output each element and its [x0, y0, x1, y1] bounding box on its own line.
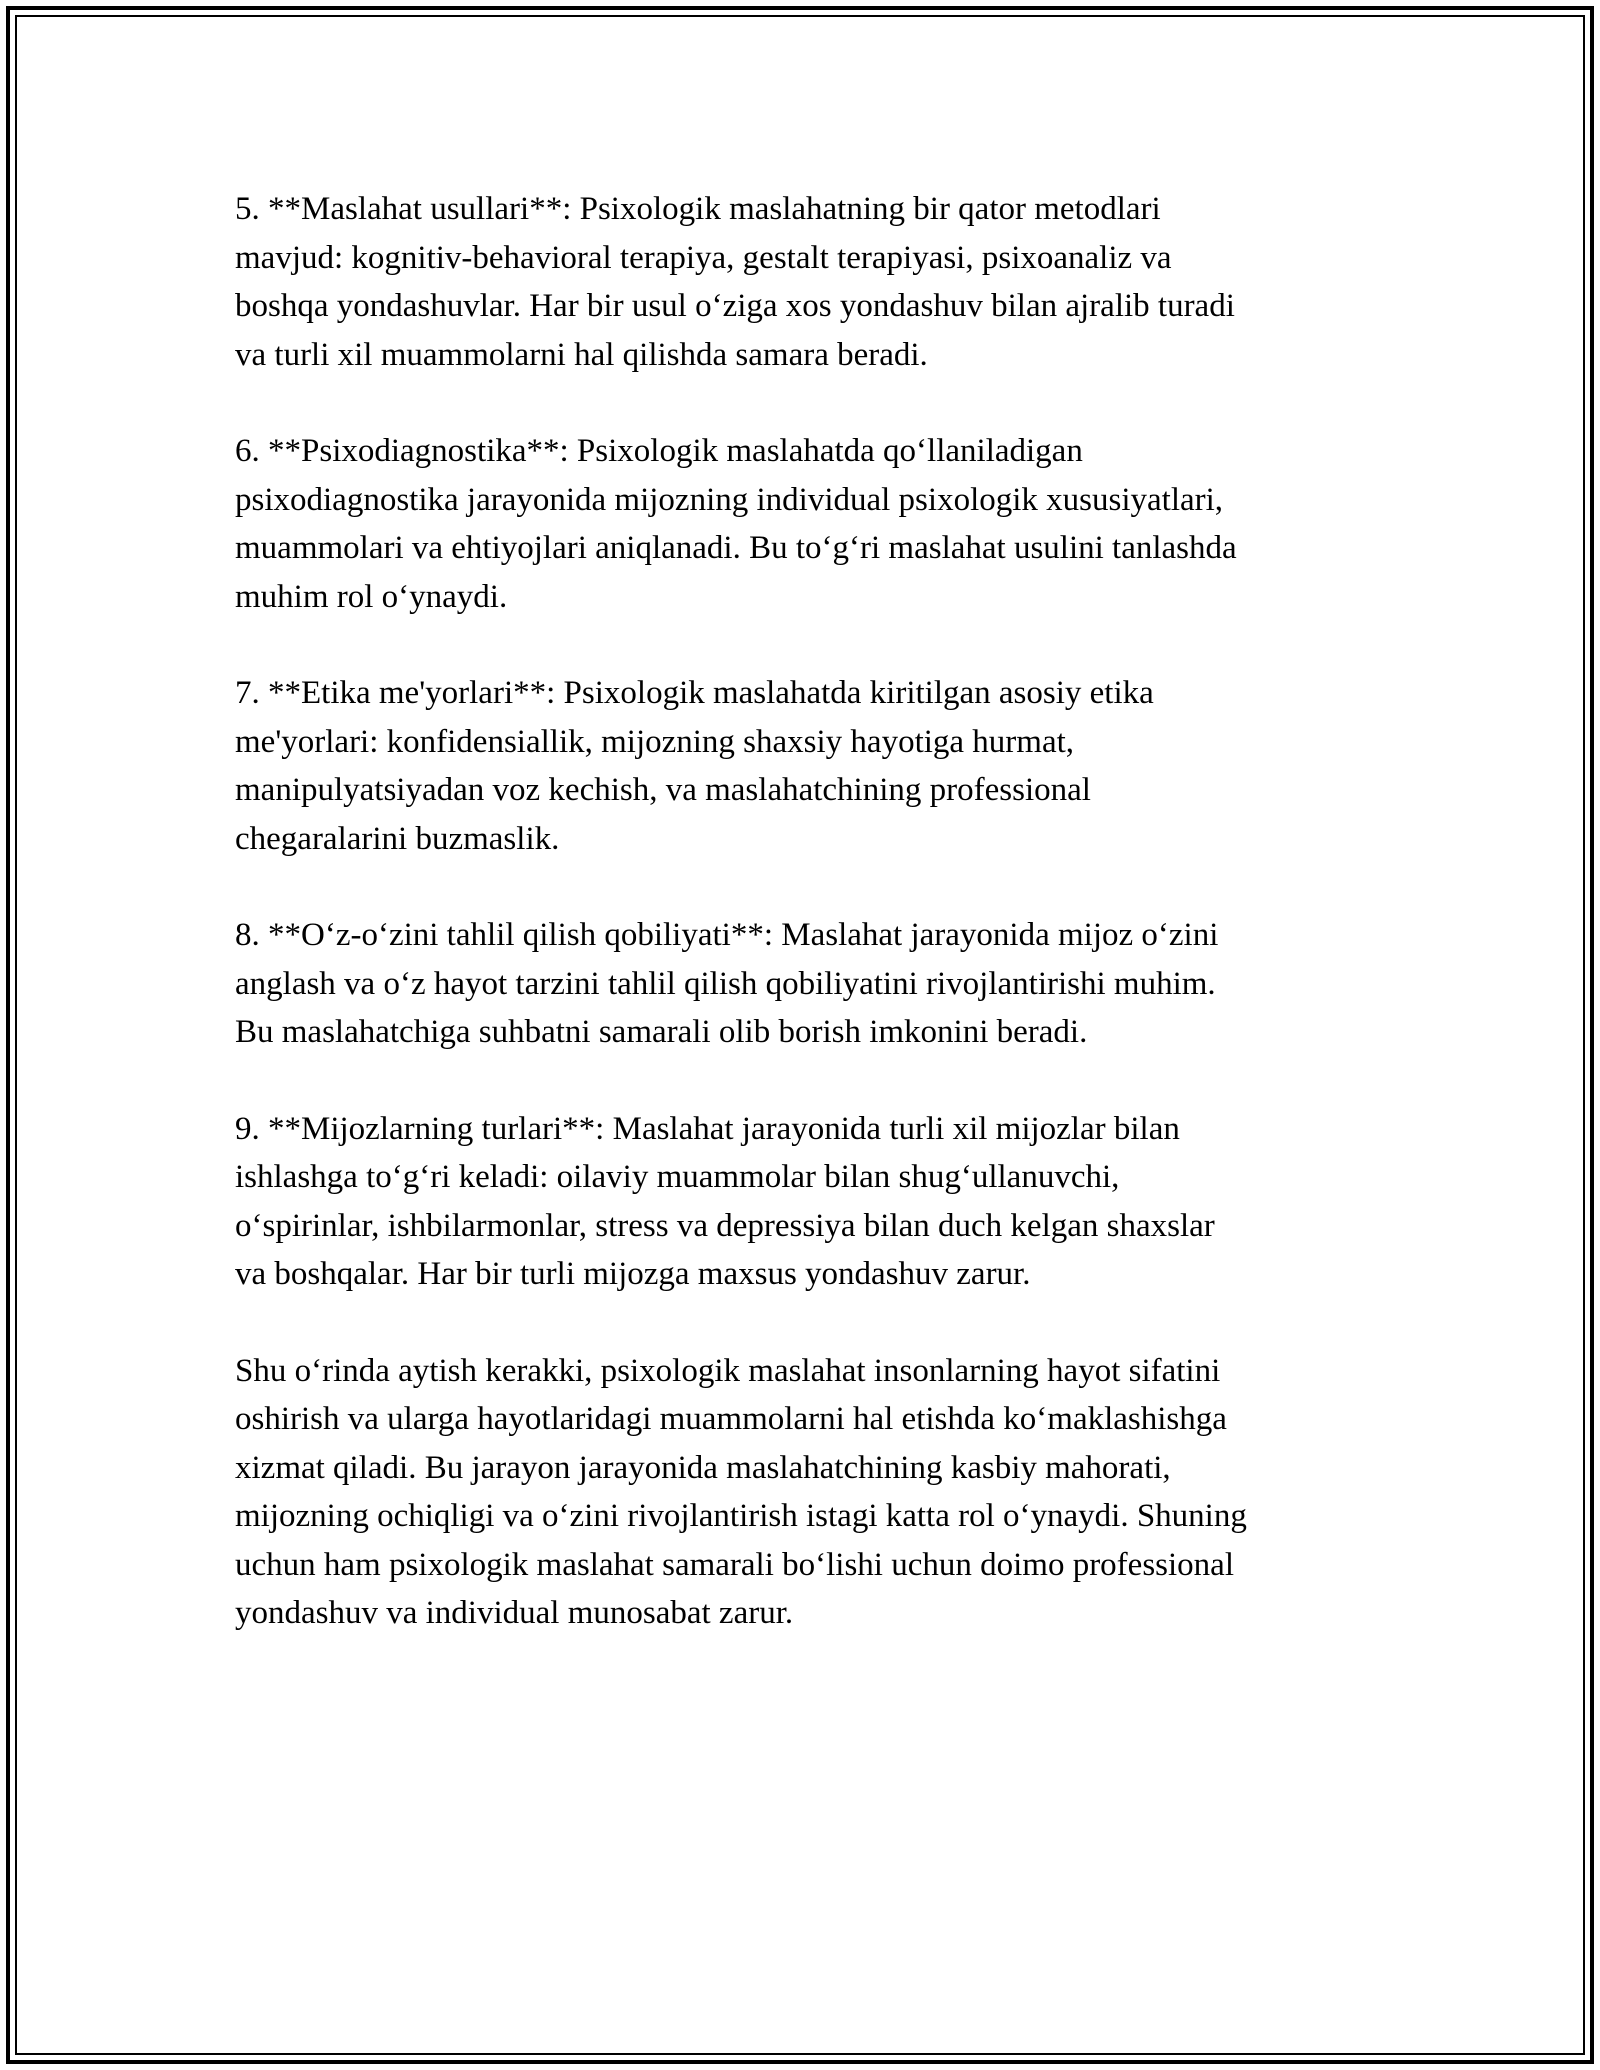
paragraph-8-oz-ozini-tahlil: [235, 911, 1365, 1057]
paragraph-7-etika-meyorlari: [235, 669, 1365, 863]
text-line: yondashuv va individual munosabat zarur.: [235, 1595, 794, 1631]
paragraph-5-maslahat-usullari: [235, 185, 1365, 379]
text-line: psixodiagnostika jarayonida mijozning individual psixologik xususiyatlari,: [235, 481, 1224, 518]
text-line: Shu o‘rinda aytish kerakki, psixologik maslahat insonlarning hayot sifatini: [235, 1352, 1221, 1389]
text-line: ishlashga to‘g‘ri keladi: oilaviy muammolar bilan shug‘ullanuvchi,: [235, 1159, 1120, 1195]
text-line: anglash va o‘z hayot tarzini tahlil qilish qobiliyatini rivojlantirishi muhim.: [235, 965, 1216, 1002]
text-line: va turli xil muammolarni hal qilishda samara beradi.: [235, 336, 928, 373]
text-line: mijozning ochiqligi va o‘zini rivojlantirish istagi katta rol o‘ynaydi. Shuning: [235, 1498, 1247, 1534]
text-line: me'yorlari: konfidensiallik, mijozning shaxsiy hayotiga hurmat,: [235, 723, 1075, 760]
text-line: 9. **Mijozlarning turlari**: Maslahat jarayonida turli xil mijozlar bilan: [235, 1110, 1180, 1147]
text-line: va boshqalar. Har bir turli mijozga maxsus yondashuv zarur.: [235, 1256, 1031, 1292]
text-line: 6. **Psixodiagnostika**: Psixologik maslahatda qo‘llaniladigan: [235, 433, 1083, 469]
text-line: boshqa yondashuvlar. Har bir usul o‘ziga xos yondashuv bilan ajralib turadi: [235, 288, 1235, 324]
text-line: muammolari va ehtiyojlari aniqlanadi. Bu to‘g‘ri maslahat usulini tanlashda: [235, 530, 1237, 566]
paragraph-9-mijozlarning-turlari: [235, 1105, 1365, 1299]
text-line: 5. **Maslahat usullari**: Psixologik maslahatning bir qator metodlari: [235, 191, 1161, 227]
text-line: xizmat qiladi. Bu jarayon jarayonida maslahatchining kasbiy mahorati,: [235, 1449, 1171, 1486]
text-line: 8. **O‘z-o‘zini tahlil qilish qobiliyati**: Maslahat jarayonida mijoz o‘zini: [235, 917, 1219, 953]
text-line: oshirish va ularga hayotlaridagi muammolarni hal etishda ko‘maklashishga: [235, 1401, 1227, 1437]
paragraph-conclusion: [235, 1347, 1365, 1638]
paragraph-6-psixodiagnostika: [235, 427, 1365, 621]
text-line: 7. **Etika me'yorlari**: Psixologik maslahatda kiritilgan asosiy etika: [235, 675, 1154, 711]
text-line: muhim rol o‘ynaydi.: [235, 578, 508, 615]
text-line: o‘spirinlar, ishbilarmonlar, stress va depressiya bilan duch kelgan shaxslar: [235, 1207, 1215, 1244]
text-line: chegaralarini buzmaslik.: [235, 820, 560, 857]
text-line: manipulyatsiyadan voz kechish, va maslahatchining professional: [235, 772, 1091, 808]
text-line: uchun ham psixologik maslahat samarali bo‘lishi uchun doimo professional: [235, 1546, 1234, 1583]
text-line: Bu maslahatchiga suhbatni samarali olib borish imkonini beradi.: [235, 1014, 1088, 1050]
text-line: mavjud: kognitiv-behavioral terapiya, gestalt terapiyasi, psixoanaliz va: [235, 239, 1172, 276]
document-body: [235, 185, 1365, 1638]
